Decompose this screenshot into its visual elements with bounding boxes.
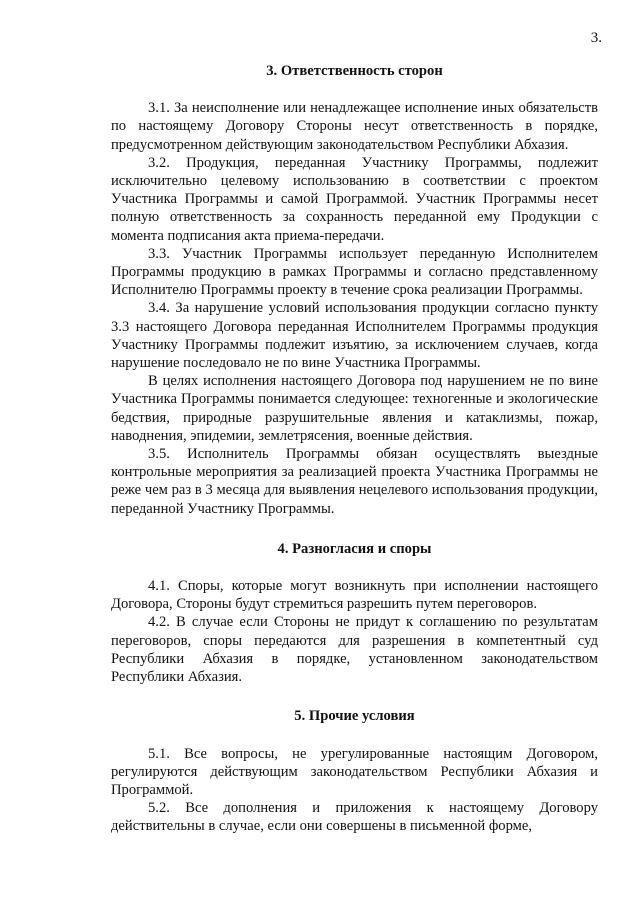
paragraph-3-3: 3.3. Участник Программы использует переданную Исполнителем Программы продукцию в рамках Программы и согласно представленному Исполнителю Программы проекту в течение срока реализации Программы. (111, 245, 598, 299)
paragraph-3-5: 3.5. Исполнитель Программы обязан осуществлять выездные контрольные мероприятия за реализацией проекта Участника Программы не реже чем раз в 3 месяца для выявления нецелевого использования продукции, переданной Участнику Программы. (111, 446, 598, 517)
paragraph-5-1: 5.1. Все вопросы, не урегулированные настоящим Договором, регулируются действующим законодательством Республики Абхазия и Программой. (111, 745, 598, 798)
section-5-title: 5. Прочие условия (294, 708, 415, 725)
paragraph-3-1: 3.1. За неисполнение или ненадлежащее исполнение иных обязательств по настоящему Договору Стороны несут ответственность в порядке, предусмотренном действующим законодательством Республики Абхазия. (111, 100, 598, 153)
section-4-title: 4. Разногласия и споры (277, 540, 432, 557)
document-body (111, 62, 598, 836)
paragraph-3-2: 3.2. Продукция, переданная Участнику Программы, подлежит исключительно целевому использованию в соответствии с проектом Участника Программы и самой Программой. Участник Программы несет полную ответственность за сохранность переданной ему Продукции с момента подписания акта приема-передачи. (111, 154, 598, 244)
paragraph-5-2: 5.2. Все дополнения и приложения к настоящему Договору действительны в случае, если они совершены в письменной форме, (111, 800, 598, 835)
page-number: 3. (590, 30, 602, 46)
section-3-title: 3. Ответственность сторон (266, 63, 443, 79)
paragraph-4-1: 4.1. Споры, которые могут возникнуть при исполнении настоящего Договора, Стороны будут стремиться разрешить путем переговоров. (111, 578, 598, 613)
paragraph-3-4: 3.4. За нарушение условий использования продукции согласно пункту 3.3 настоящего Договора переданная Исполнителем Программы продукция Участнику Программы подлежит изъятию, за исключением случаев, когда нарушение последовало не по вине Участника Программы. (111, 300, 598, 372)
paragraph-3-4-force-majeure: В целях исполнения настоящего Договора под нарушением не по вине Участника Программы понимается следующее: техногенные и экологические бедствия, природные разрушительные явления и катаклизмы, пожар, наводнения, эпидемии, землетрясения, военные действия. (111, 373, 598, 444)
paragraph-4-2: 4.2. В случае если Стороны не придут к соглашению по результатам переговоров, споры передаются для разрешения в компетентный суд Республики Абхазия в порядке, установленном законодательством Республики Абхазия. (111, 614, 598, 686)
